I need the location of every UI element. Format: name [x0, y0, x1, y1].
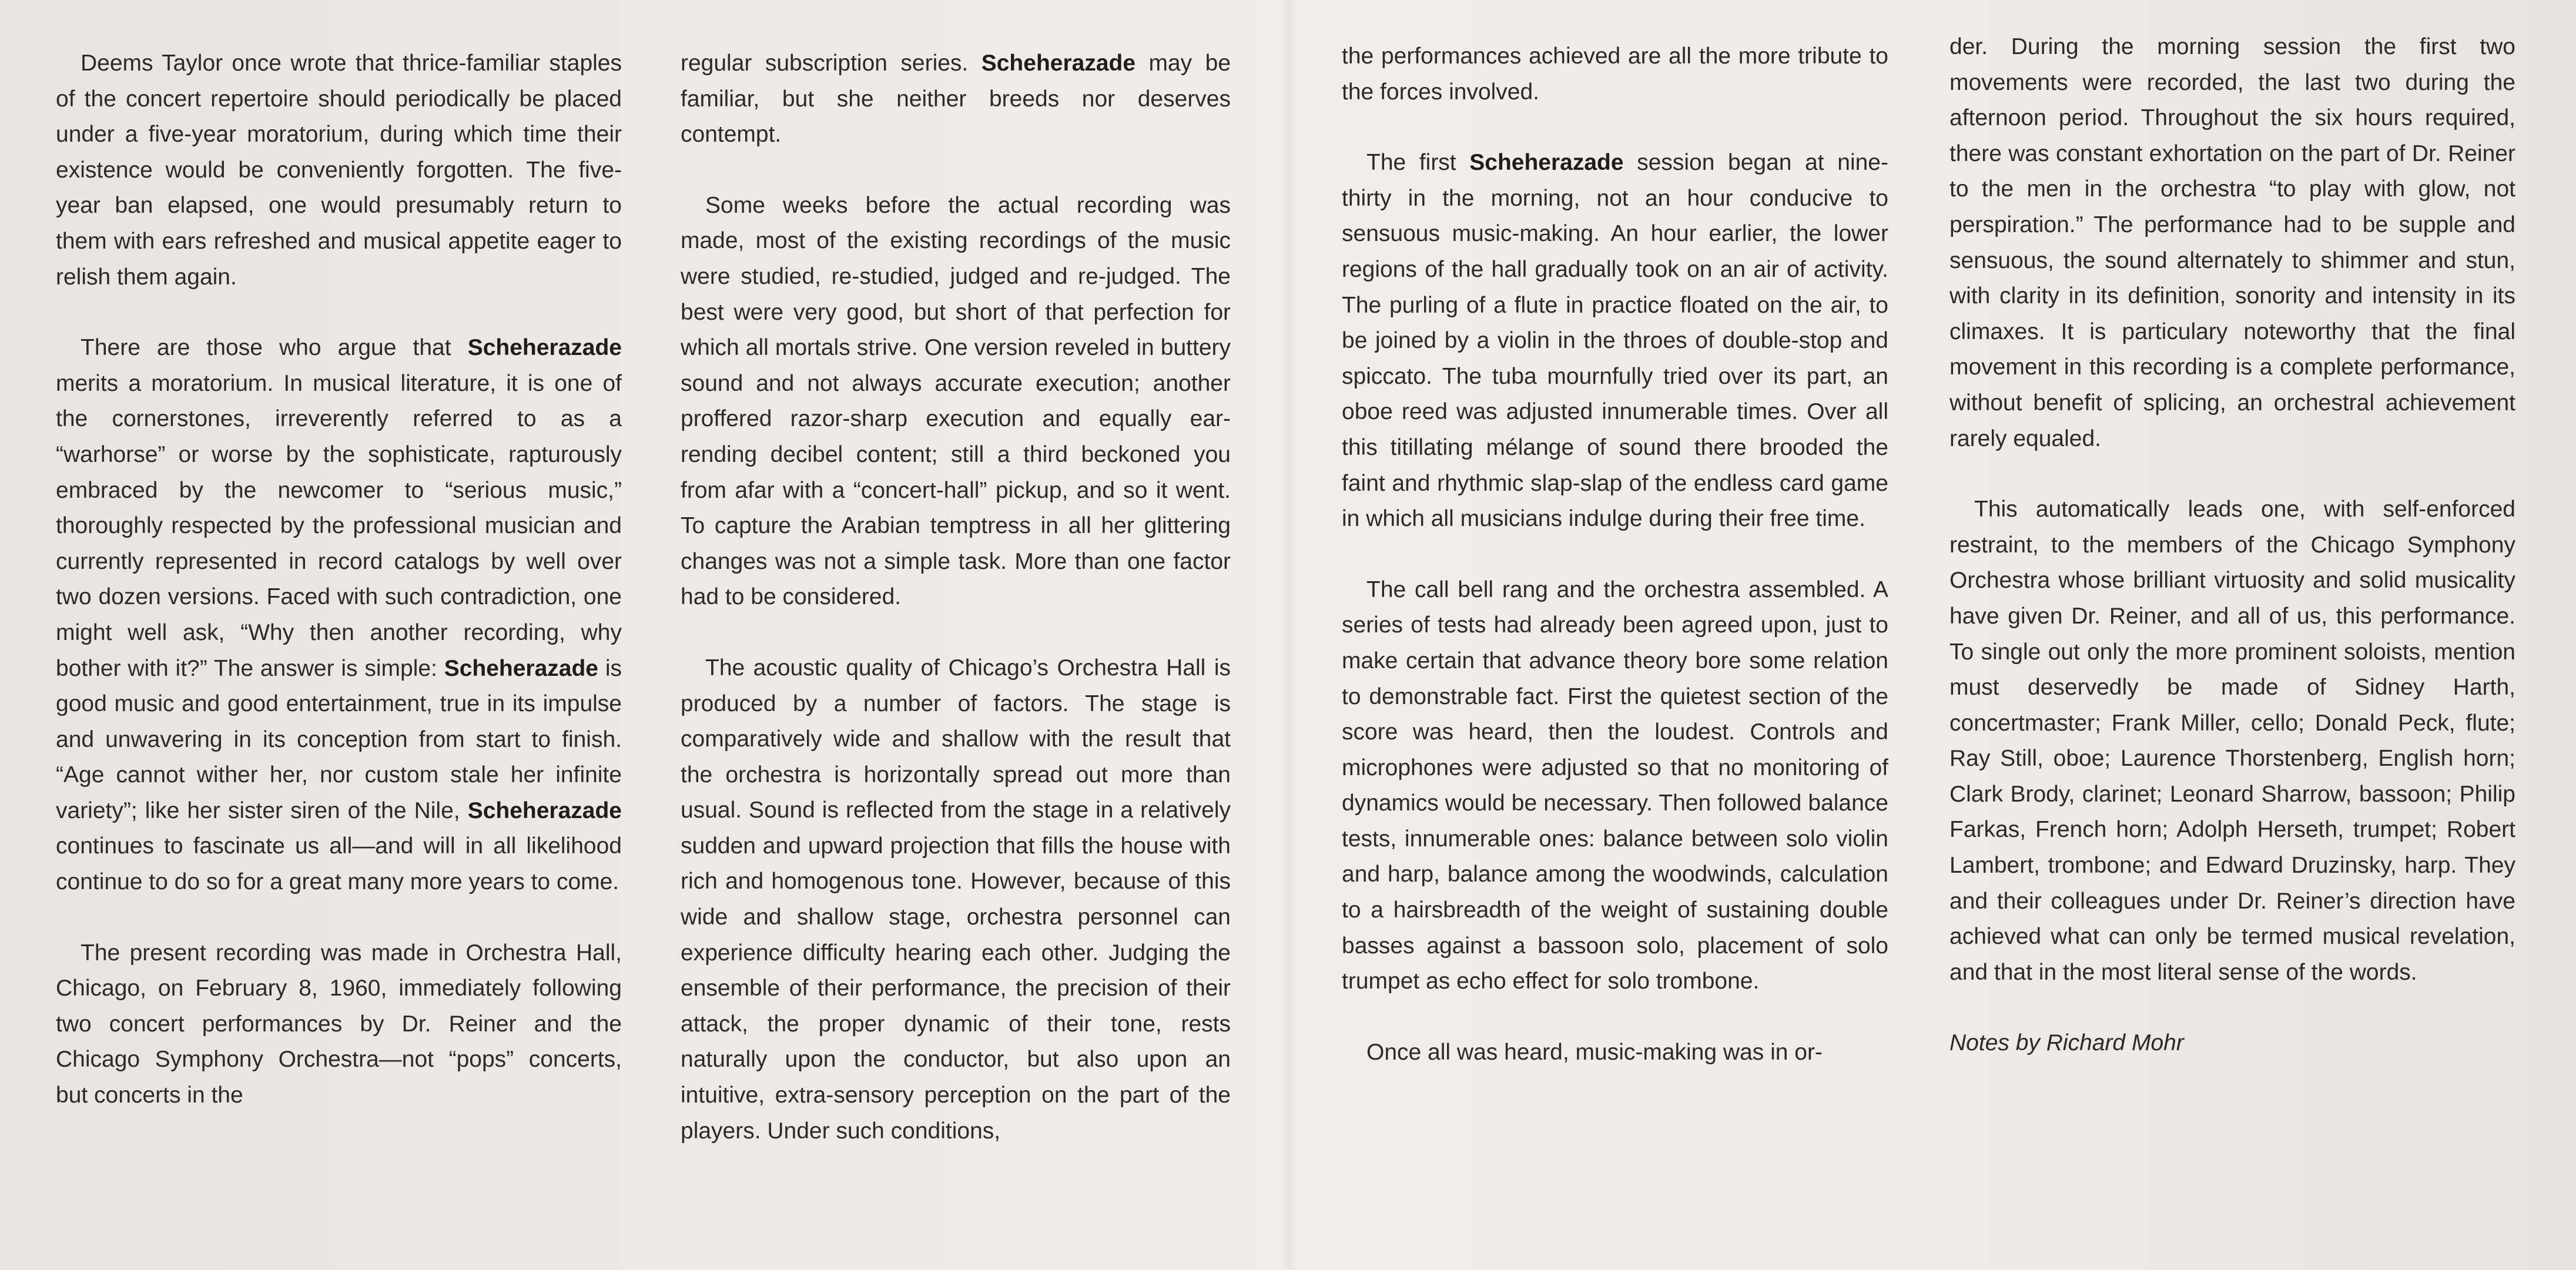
paragraph [681, 651, 1231, 1149]
text-run: Some weeks before the actual recording was made, most of the existing recordings of the music were studied, re-studied, judged and re-judged. The best were very good, but short of that perfection for which all mortals strive. One version reveled in buttery sound and not always accurate execution; another proffered razor-sharp execution and equally ear-rending decibel content; still a third beckoned you from afar with a “concert-hall” pickup, and so it went. To capture the Arabian temptress in all her glittering changes was not a simple task. More than one factor had to be considered. [681, 192, 1231, 610]
page-fold [1281, 0, 1298, 1270]
paragraph [1342, 145, 1888, 537]
text-column-1 [56, 46, 622, 1149]
paragraph [1342, 39, 1888, 110]
text-run: Notes by Richard Mohr [1949, 1030, 2184, 1056]
paragraph [56, 936, 622, 1114]
work-title: Scheherazade [1469, 150, 1624, 176]
paragraph [56, 330, 622, 900]
text-run: continues to fascinate us all—and will in all likelihood continue to do so for a great many more years to come. [56, 833, 622, 895]
paragraph [1949, 29, 2515, 457]
work-title: Scheherazade [467, 335, 622, 361]
text-column-2 [681, 46, 1231, 1184]
text-run: Deems Taylor once wrote that thrice-familiar staples of the concert repertoire should periodically be placed under a five-year moratorium, during which time their existence would be conveniently forgotten. The five-year ban elapsed, one would presumably return to them with ears refreshed and musical appetite eager to relish them again. [56, 51, 622, 290]
text-run: Once all was heard, music-making was in or- [1366, 1039, 1823, 1065]
paragraph [1949, 492, 2515, 990]
credit-line [1949, 1026, 2515, 1061]
text-run: regular subscription series. [681, 51, 982, 76]
text-run: merits a moratorium. In musical literature, it is one of the cornerstones, irreverently referred to as a “warhorse” or worse by the sophisticate, rapturously embraced by the newcomer to “serious music,” thoroughly respected by the professional musician and currently represented in record catalogs by well over two dozen versions. Faced with such contradiction, one might well ask, “Why then another recording, why bother with it?” The answer is simple: [56, 370, 622, 681]
paragraph [681, 46, 1231, 153]
text-run: The first [1366, 150, 1470, 176]
text-run: The acoustic quality of Chicago’s Orchestra Hall is produced by a number of factors. The stage is comparatively wide and shallow with the result that the orchestra is horizontally spread out more than usual. Sound is reflected from the stage in a relatively sudden and upward projection that fills the house with rich and homogenous tone. However, because of this wide and shallow stage, orchestra personnel can experience difficulty hearing each other. Judging the ensemble of their performance, the precision of their attack, the proper dynamic of their tone, rests naturally upon the conductor, but also upon an intuitive, extra-sensory perception on the part of the players. Under such conditions, [681, 655, 1231, 1144]
text-run: may be familiar, but she neither breeds nor deserves contempt. [681, 51, 1231, 148]
text-run: This automatically leads one, with self-enforced restraint, to the members of the Chicago Symphony Orchestra whose brilliant virtuosity and solid musicality have given Dr. Reiner, and all of us, this performance. To single out only the more prominent soloists, mention must deservedly be made of Sidney Harth, concertmaster; Frank Miller, cello; Donald Peck, flute; Ray Still, oboe; Laurence Thorstenberg, English horn; Clark Brody, clarinet; Leonard Sharrow, bassoon; Philip Farkas, French horn; Adolph Herseth, trumpet; Robert Lambert, trombone; and Edward Druzinsky, harp. They and their colleagues under Dr. Reiner’s direction have achieved what can only be termed musical revelation, and that in the most literal sense of the words. [1949, 497, 2515, 985]
work-title: Scheherazade [444, 655, 599, 681]
text-column-4 [1949, 29, 2515, 1097]
text-run: The call bell rang and the orchestra assembled. A series of tests had already been agreed upon, just to make certain that advance theory bore some relation to demonstrable fact. First the quietest section of the score was heard, then the loudest. Controls and microphones were adjusted so that no monitoring of dynamics would be necessary. Then followed balance tests, innumerable ones: balance between solo violin and harp, balance among the woodwinds, calculation to a hairsbreadth of the weight of sustaining double basses against a bassoon solo, placement of solo trumpet as echo effect for solo trombone. [1342, 577, 1888, 994]
text-run: The present recording was made in Orchestra Hall, Chicago, on February 8, 1960, immediately following two concert performances by Dr. Reiner and the Chicago Symphony Orchestra—not “pops” concerts, but concerts in the [56, 940, 622, 1108]
text-column-3 [1342, 39, 1888, 1105]
text-run: There are those who argue that [81, 335, 468, 361]
text-run: der. During the morning session the first two movements were recorded, the last two during the afternoon period. Throughout the six hours required, there was constant exhortation on the part of Dr. Reiner to the men in the orchestra “to play with glow, not perspiration.” The performance had to be supple and sensuous, the sound alternately to shimmer and stun, with clarity in its definition, sonority and intensity in its climaxes. It is particulary noteworthy that the final movement in this recording is a complete performance, without benefit of splicing, an orchestral achievement rarely equaled. [1949, 34, 2515, 451]
text-run: the performances achieved are all the more tribute to the forces involved. [1342, 43, 1888, 105]
text-run: session began at nine-thirty in the morning, not an hour conducive to sensuous music-making. An hour earlier, the lower regions of the hall gradually took on an air of activity. The purling of a flute in practice floated on the air, to be joined by a violin in the throes of double-stop and spiccato. The tuba mournfully tried over its part, an oboe reed was adjusted innumerable times. Over all this titillating mélange of sound there brooded the faint and rhythmic slap-slap of the endless card game in which all musicians indulge during their free time. [1342, 150, 1888, 532]
paragraph [1342, 572, 1888, 1000]
paragraph [1342, 1035, 1888, 1071]
paragraph [56, 46, 622, 295]
work-title: Scheherazade [981, 51, 1136, 76]
paragraph [681, 188, 1231, 615]
work-title: Scheherazade [467, 797, 622, 823]
text-run: is good music and good entertainment, true in its impulse and unwavering in its conception from start to finish. “Age cannot wither her, nor custom stale her infinite variety”; like her sister siren of the Nile, [56, 655, 622, 823]
